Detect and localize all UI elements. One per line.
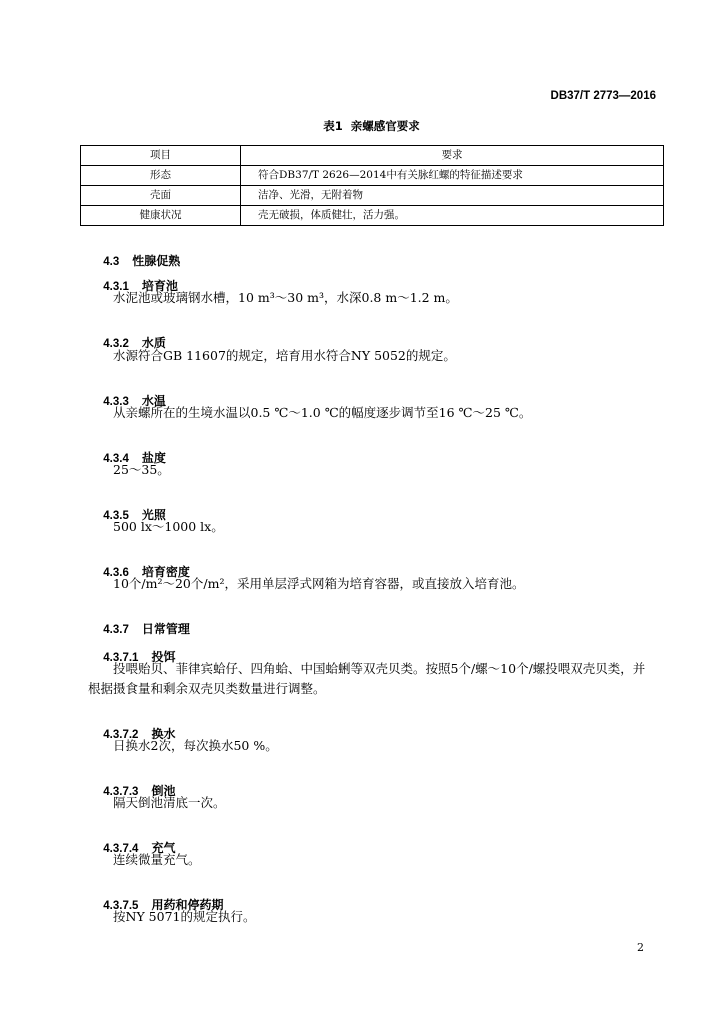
section-number: 4.3.4	[103, 453, 129, 465]
table-cell-item: 健康状况	[81, 206, 241, 226]
table-row	[81, 206, 664, 226]
section-text: 水泥池或玻璃钢水槽，10 m³～30 m³，水深0.8 m～1.2 m。	[113, 290, 458, 305]
table-header-row	[81, 146, 664, 166]
section-title: 培育池	[141, 279, 178, 293]
document-code: DB37/T 2773—2016	[550, 90, 656, 102]
section-title: 换水	[151, 727, 176, 741]
section-number: 4.3.6	[103, 567, 129, 579]
section-number: 4.3.2	[103, 338, 129, 350]
section-number: 4.3.3	[103, 396, 129, 408]
section-title: 水质	[141, 336, 166, 350]
section-title: 日常管理	[141, 622, 190, 636]
column-header-item: 项目	[81, 146, 241, 166]
section-number: 4.3	[103, 256, 120, 268]
section-title: 盐度	[141, 451, 166, 465]
section-number: 4.3.7.1	[103, 652, 139, 664]
section-text: 水源符合GB 11607的规定，培育用水符合NY 5052的规定。	[113, 348, 456, 363]
section-title: 充气	[151, 841, 176, 855]
section-number: 4.3.5	[103, 510, 129, 522]
section-text: 日换水2次，每次换水50 %。	[113, 738, 278, 753]
table-cell-item: 形态	[81, 166, 241, 186]
section-title: 性腺促熟	[132, 254, 181, 268]
table-cell-requirement: 洁净、光滑，无附着物	[241, 186, 664, 206]
section-title: 用药和停药期	[151, 898, 224, 912]
section-text: 25～35。	[113, 462, 170, 477]
section-text: 从亲螺所在的生境水温以0.5 ℃～1.0 ℃的幅度逐步调节至16 ℃～25 ℃。	[113, 405, 532, 420]
section-text: 连续微量充气。	[113, 852, 201, 867]
table-cell-requirement: 壳无破损，体质健壮，活力强。	[241, 206, 664, 226]
section-number: 4.3.7	[103, 624, 129, 636]
section-text-continuation: 根据摄食量和剩余双壳贝类数量进行调整。	[88, 681, 326, 696]
section-text: 按NY 5071的规定执行。	[113, 909, 256, 924]
section-title: 投饵	[151, 650, 176, 664]
column-header-requirement: 要求	[241, 146, 664, 166]
section-number: 4.3.7.2	[103, 729, 139, 741]
page-number: 2	[637, 941, 644, 954]
section-text: 投喂贻贝、菲律宾蛤仔、四角蛤、中国蛤蜊等双壳贝类。按照5个/螺～10个/螺投喂双壳贝类，并	[113, 661, 646, 676]
section-title: 光照	[141, 508, 166, 522]
section-text: 10个/m²～20个/m²，采用单层浮式网箱为培育容器，或直接放入培育池。	[113, 576, 525, 591]
section-text: 隔天倒池清底一次。	[113, 795, 226, 810]
section-number: 4.3.1	[103, 281, 129, 293]
table-cell-item: 壳面	[81, 186, 241, 206]
section-title: 倒池	[151, 784, 176, 798]
section-number: 4.3.7.3	[103, 786, 139, 798]
section-number: 4.3.7.4	[103, 843, 139, 855]
section-number: 4.3.7.5	[103, 900, 139, 912]
section-text: 500 lx～1000 lx。	[113, 519, 224, 534]
table-row	[81, 166, 664, 186]
table-cell-requirement: 符合DB37/T 2626—2014中有关脉红螺的特征描述要求	[241, 166, 664, 186]
table-caption: 表1 亲螺感官要求	[323, 119, 420, 133]
section-title: 水温	[141, 394, 166, 408]
section-title: 培育密度	[141, 565, 190, 579]
table-row	[81, 186, 664, 206]
sensory-requirements-table	[80, 145, 664, 226]
